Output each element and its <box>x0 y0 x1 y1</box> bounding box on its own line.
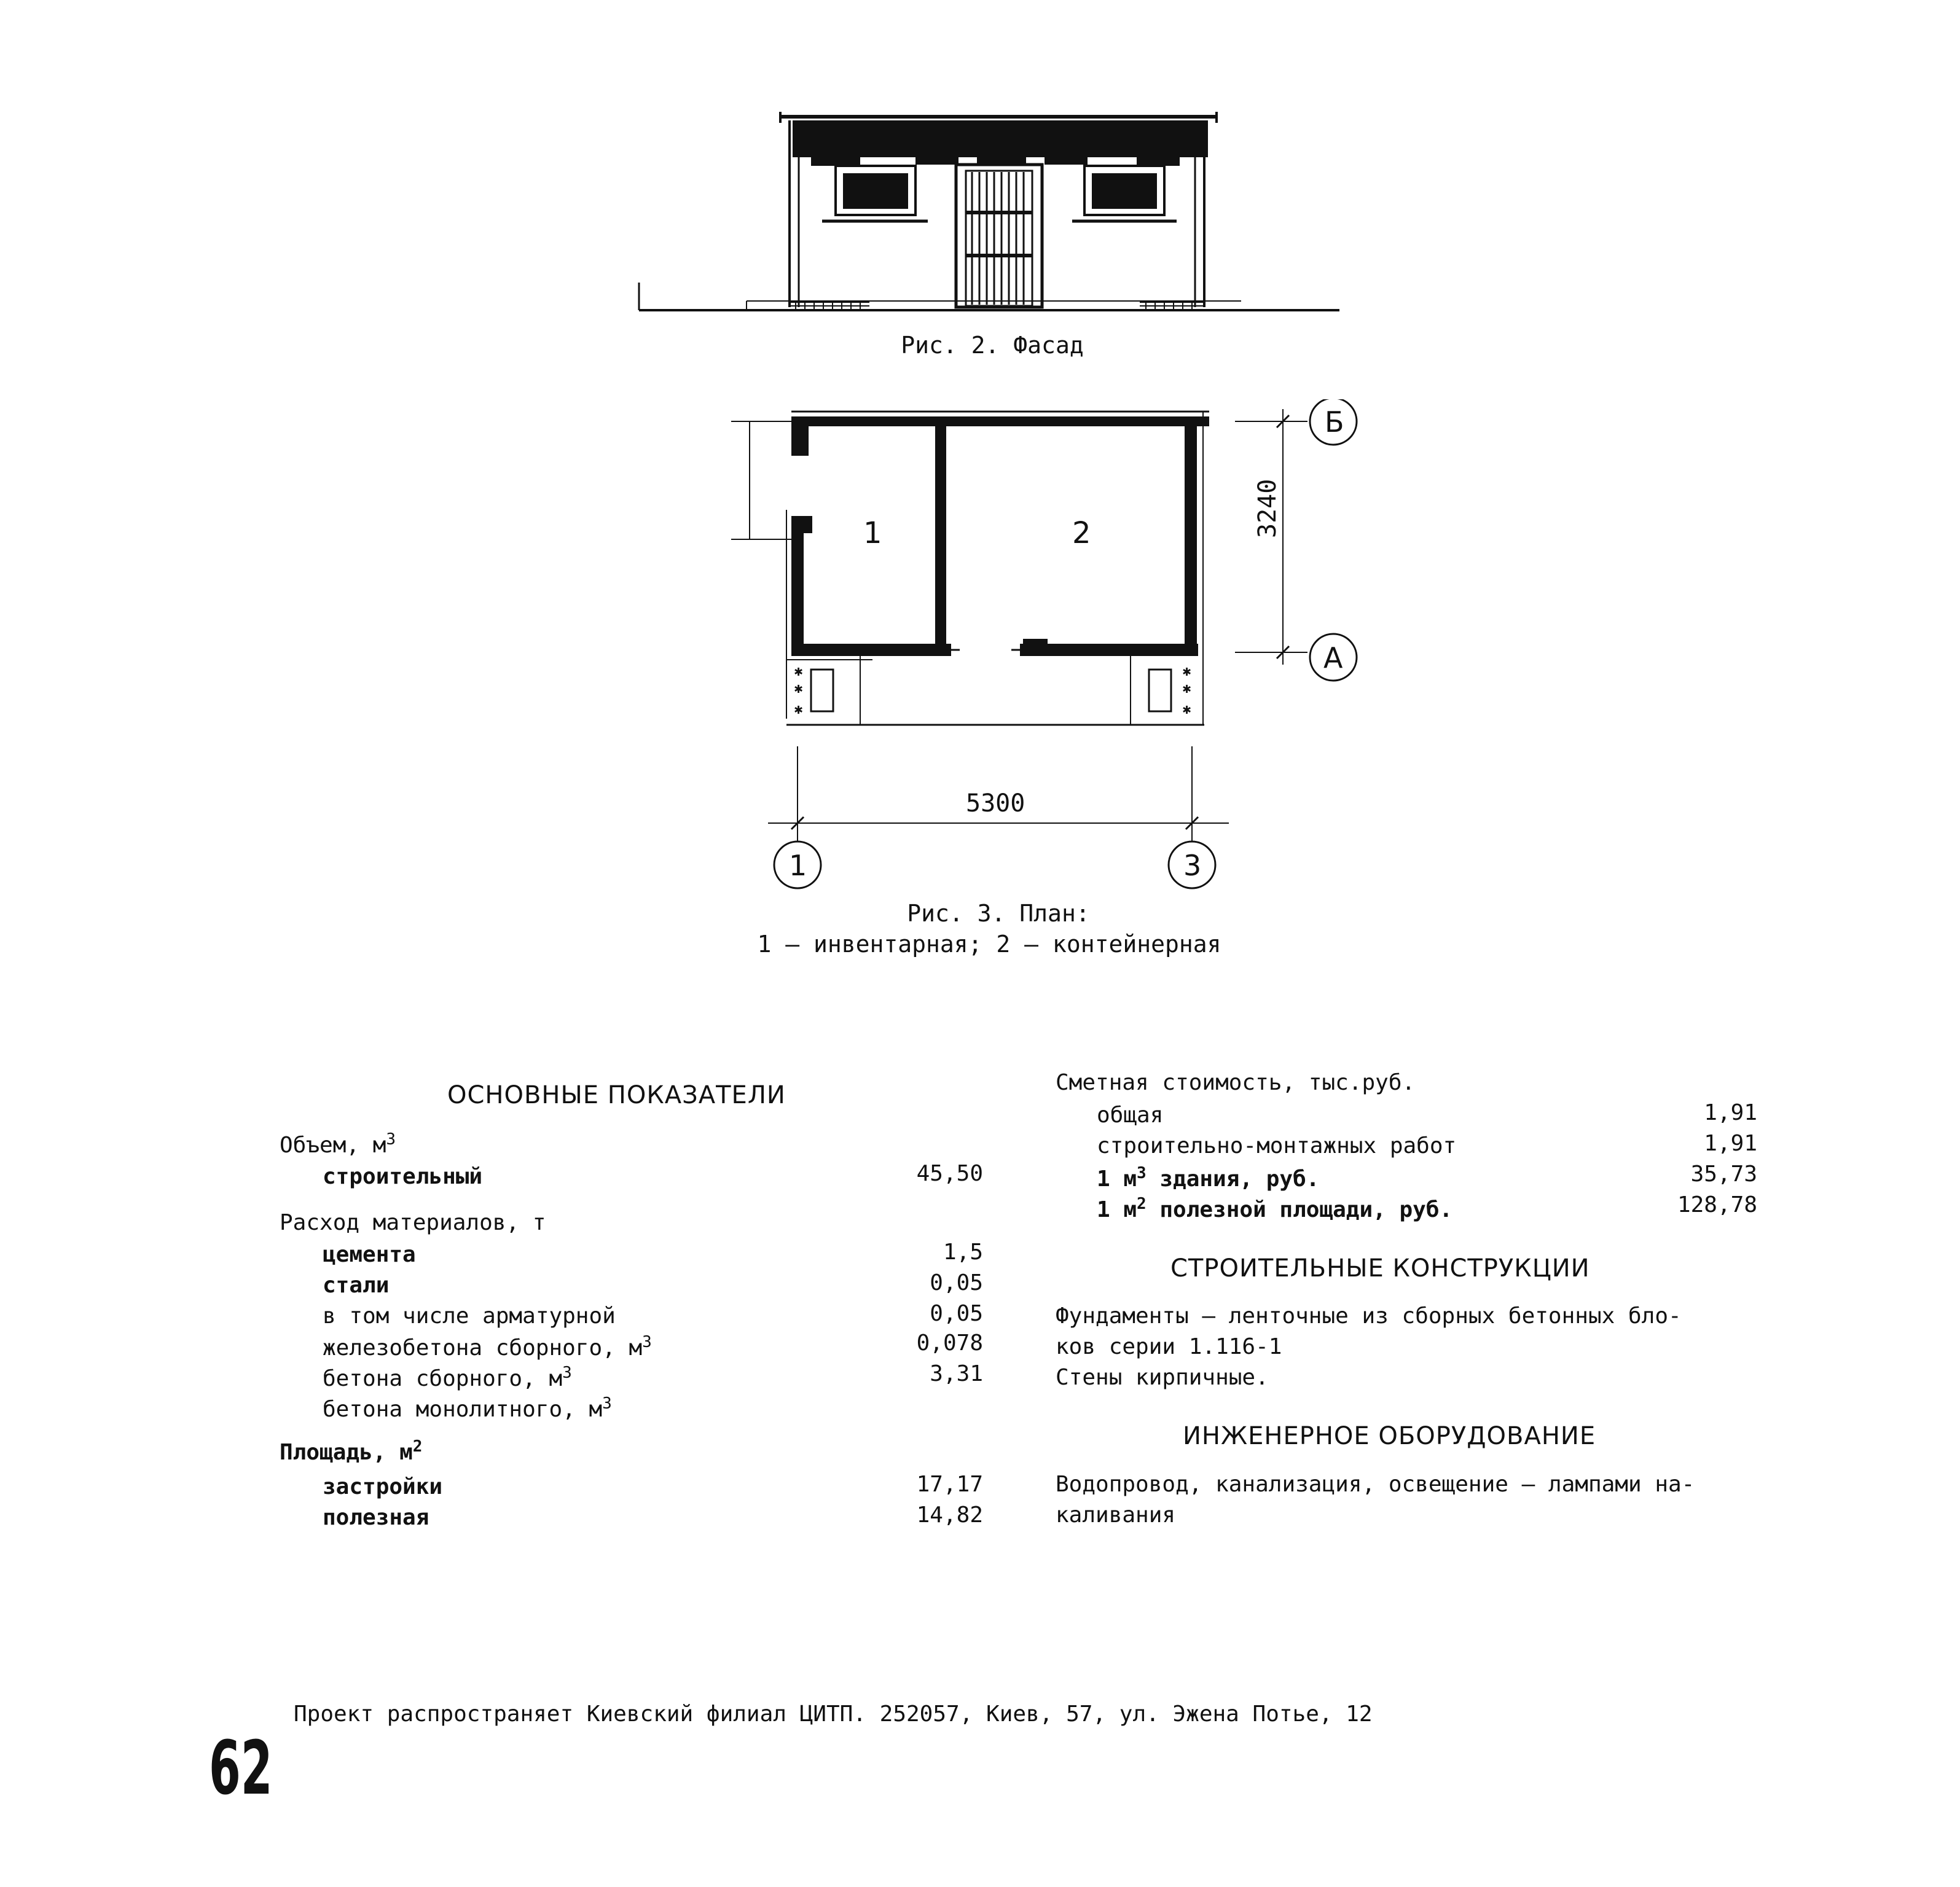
cost-total-value: 1,91 <box>1704 1100 1757 1125</box>
axis-b-label: Б <box>1325 405 1344 439</box>
cost-construction-value: 1,91 <box>1704 1131 1757 1156</box>
axis-1-label: 1 <box>789 849 807 882</box>
facade-drawing <box>627 98 1364 319</box>
monolithic-label: бетона монолитного, $м^3$ <box>323 1394 612 1422</box>
steel-value: 0,05 <box>930 1270 983 1295</box>
cost-construction-label: строительно-монтажных работ <box>1097 1133 1457 1158</box>
cost-per-m3-value: 35,73 <box>1690 1162 1757 1187</box>
built-area-label: застройки <box>323 1474 443 1499</box>
structures-title: СТРОИТЕЛЬНЫЕ КОНСТРУКЦИИ <box>1170 1254 1590 1283</box>
svg-text:✱: ✱ <box>1182 704 1192 717</box>
materials-label: Расход материалов, т <box>280 1210 546 1235</box>
figure2-caption: Рис. 2. Фасад <box>901 332 1084 359</box>
rebar-label: в том числе арматурной <box>323 1303 616 1329</box>
dimension-depth: 3240 <box>1253 479 1282 538</box>
figure3-caption-line1: Рис. 3. План: <box>907 900 1090 927</box>
main-indicators-title: ОСНОВНЫЕ ПОКАЗАТЕЛИ <box>447 1081 786 1109</box>
structures-line2: ков серии 1.116-1 <box>1056 1334 1282 1359</box>
svg-text:✱: ✱ <box>794 704 804 717</box>
cement-label: цемента <box>323 1242 416 1267</box>
precast-rc-label: железобетона сборного, $м^3$ <box>323 1333 652 1361</box>
precast-rc-value: 0,078 <box>916 1330 983 1356</box>
built-area-value: 17,17 <box>916 1472 983 1497</box>
equipment-line1: Водопровод, канализация, освещение – лампами на- <box>1056 1472 1695 1497</box>
precast-concrete-label: бетона сборного, $м^3$ <box>323 1364 572 1391</box>
footer-note: Проект распространяет Киевский филиал ЦИТП. 252057, Киев, 57, ул. Эжена Потье, 12 <box>294 1701 1373 1727</box>
svg-text:✱: ✱ <box>794 683 804 696</box>
axis-3-label: 3 <box>1183 849 1202 882</box>
equipment-title: ИНЖЕНЕРНОЕ ОБОРУДОВАНИЕ <box>1183 1422 1596 1450</box>
useful-area-value: 14,82 <box>916 1502 983 1528</box>
precast-concrete-value: 3,31 <box>930 1361 983 1386</box>
volume-label: Объем, $м^3$ <box>280 1130 396 1158</box>
room-1-label: 1 <box>863 516 882 550</box>
cement-value: 1,5 <box>943 1240 983 1265</box>
cost-per-m2-value: 128,78 <box>1677 1192 1757 1217</box>
equipment-line2: каливания <box>1056 1502 1176 1528</box>
svg-text:✱: ✱ <box>794 666 804 679</box>
room-2-label: 2 <box>1072 516 1091 550</box>
steel-label: стали <box>323 1273 390 1298</box>
useful-area-label: полезная <box>323 1505 429 1530</box>
svg-text:✱: ✱ <box>1182 683 1192 696</box>
dimension-width: 5300 <box>966 789 1025 818</box>
page-number: 62 <box>209 1726 273 1811</box>
svg-text:✱: ✱ <box>1182 666 1192 679</box>
volume-building-label: строительный <box>323 1164 483 1189</box>
cost-total-label: общая <box>1097 1103 1164 1128</box>
cost-per-m3-label: 1 $м^3$ здания, руб. <box>1097 1164 1320 1192</box>
volume-building-value: 45,50 <box>916 1161 983 1186</box>
figure3-caption-line2: 1 – инвентарная; 2 – контейнерная <box>757 931 1221 958</box>
structures-line3: Стены кирпичные. <box>1056 1365 1269 1390</box>
structures-line1: Фундаменты – ленточные из сборных бетонных бло- <box>1056 1303 1682 1329</box>
rebar-value: 0,05 <box>930 1301 983 1326</box>
plan-drawing <box>725 399 1370 891</box>
cost-per-m2-label: 1 $м^2$ полезной площади, руб. <box>1097 1195 1453 1222</box>
area-label: Площадь, $м^2$ <box>280 1437 423 1465</box>
cost-title: Сметная стоимость, тыс.руб. <box>1056 1070 1416 1095</box>
axis-a-label: А <box>1323 641 1343 674</box>
